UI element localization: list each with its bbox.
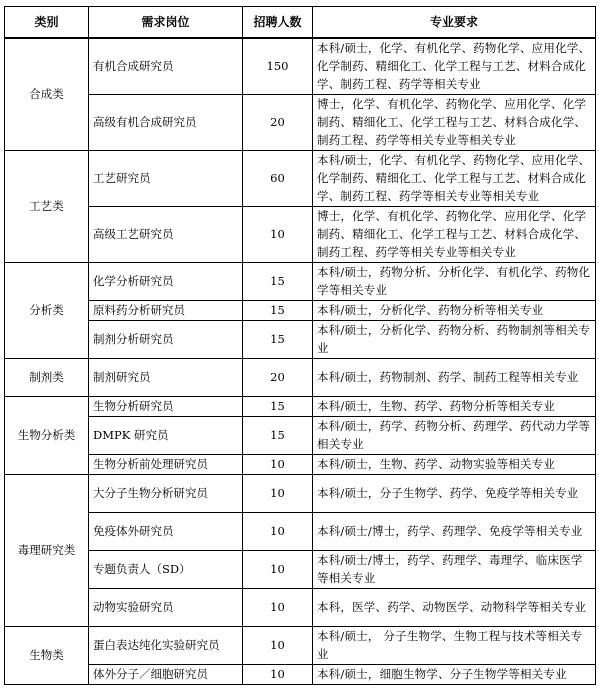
table-row xyxy=(5,512,596,550)
table-row xyxy=(5,474,596,512)
count-cell: 15 xyxy=(243,300,313,320)
category-cell: 制剂类 xyxy=(5,358,89,396)
requirement-cell: 本科，医学、药学、动物医学、动物科学等相关专业 xyxy=(313,588,596,626)
category-cell: 生物分析类 xyxy=(5,396,89,474)
table-row xyxy=(5,206,596,262)
table-row xyxy=(5,150,596,206)
requirement-cell: 本科/硕士，药学、药物分析、药理学、药代动力学等相关专业 xyxy=(313,416,596,454)
count-cell: 10 xyxy=(243,474,313,512)
table-row xyxy=(5,626,596,664)
requirement-cell: 博士，化学、有机化学、药物化学、应用化学、化学制药、精细化工、化学工程与工艺、材料合成化学、制药工程、药学等相关专业等相关专业 xyxy=(313,206,596,262)
requirement-cell: 本科/硕士，分子生物学、药学、免疫学等相关专业 xyxy=(313,474,596,512)
position-cell: 体外分子／细胞研究员 xyxy=(89,664,243,684)
position-cell: 原料药分析研究员 xyxy=(89,300,243,320)
position-cell: 工艺研究员 xyxy=(89,150,243,206)
category-cell: 生物类 xyxy=(5,626,89,684)
table-row xyxy=(5,550,596,588)
position-cell: 生物分析前处理研究员 xyxy=(89,454,243,474)
position-cell: 高级有机合成研究员 xyxy=(89,94,243,150)
position-cell: 生物分析研究员 xyxy=(89,396,243,416)
count-cell: 10 xyxy=(243,626,313,664)
table-row xyxy=(5,416,596,454)
requirement-cell: 本科/硕士/博士，药学、药理学、毒理学、临床医学等相关专业 xyxy=(313,550,596,588)
position-cell: 动物实验研究员 xyxy=(89,588,243,626)
table-row xyxy=(5,664,596,684)
count-cell: 20 xyxy=(243,94,313,150)
position-cell: 化学分析研究员 xyxy=(89,262,243,300)
count-cell: 15 xyxy=(243,396,313,416)
position-cell: DMPK 研究员 xyxy=(89,416,243,454)
count-cell: 10 xyxy=(243,550,313,588)
table-row xyxy=(5,262,596,300)
category-cell: 分析类 xyxy=(5,262,89,358)
category-cell: 合成类 xyxy=(5,38,89,150)
header-position: 需求岗位 xyxy=(89,7,243,39)
requirement-cell: 本科/硕士，分析化学、药物分析、药物制剂等相关专业 xyxy=(313,320,596,358)
table-row xyxy=(5,396,596,416)
count-cell: 20 xyxy=(243,358,313,396)
table-row xyxy=(5,454,596,474)
requirement-cell: 本科/硕士，生物、药学、动物实验等相关专业 xyxy=(313,454,596,474)
table-row xyxy=(5,320,596,358)
category-cell: 工艺类 xyxy=(5,150,89,262)
position-cell: 制剂研究员 xyxy=(89,358,243,396)
count-cell: 150 xyxy=(243,38,313,94)
requirement-cell: 本科/硕士，化学、有机化学、药物化学、应用化学、化学制药、精细化工、化学工程与工艺、材料合成化学、制药工程、药学等相关专业等相关专业 xyxy=(313,150,596,206)
table-row xyxy=(5,94,596,150)
count-cell: 15 xyxy=(243,320,313,358)
position-cell: 大分子生物分析研究员 xyxy=(89,474,243,512)
position-cell: 专题负责人（SD） xyxy=(89,550,243,588)
requirement-cell: 本科/硕士，药物制剂、药学、制药工程等相关专业 xyxy=(313,358,596,396)
position-cell: 有机合成研究员 xyxy=(89,38,243,94)
count-cell: 10 xyxy=(243,512,313,550)
table-row xyxy=(5,588,596,626)
header-requirement: 专业要求 xyxy=(313,7,596,39)
header-category: 类别 xyxy=(5,7,89,39)
position-cell: 制剂分析研究员 xyxy=(89,320,243,358)
count-cell: 10 xyxy=(243,454,313,474)
count-cell: 15 xyxy=(243,416,313,454)
count-cell: 60 xyxy=(243,150,313,206)
position-cell: 高级工艺研究员 xyxy=(89,206,243,262)
table-row xyxy=(5,300,596,320)
table-header-row xyxy=(5,7,596,39)
recruitment-table xyxy=(4,6,596,685)
count-cell: 10 xyxy=(243,588,313,626)
requirement-cell: 本科/硕士，生物、药学、药物分析等相关专业 xyxy=(313,396,596,416)
requirement-cell: 本科/硕士/博士，药学、药理学、免疫学等相关专业 xyxy=(313,512,596,550)
category-cell: 毒理研究类 xyxy=(5,474,89,626)
requirement-cell: 本科/硕士， 分子生物学、生物工程与技术等相关专业 xyxy=(313,626,596,664)
requirement-cell: 博士，化学、有机化学、药物化学、应用化学、化学制药、精细化工、化学工程与工艺、材料合成化学、制药工程、药学等相关专业等相关专业 xyxy=(313,94,596,150)
requirement-cell: 本科/硕士，分析化学、药物分析等相关专业 xyxy=(313,300,596,320)
requirement-cell: 本科/硕士，细胞生物学、分子生物学等相关专业 xyxy=(313,664,596,684)
count-cell: 15 xyxy=(243,262,313,300)
requirement-cell: 本科/硕士，化学、有机化学、药物化学、应用化学、化学制药、精细化工、化学工程与工艺、材料合成化学、制药工程、药学等相关专业 xyxy=(313,38,596,94)
position-cell: 蛋白表达纯化实验研究员 xyxy=(89,626,243,664)
count-cell: 10 xyxy=(243,206,313,262)
count-cell: 10 xyxy=(243,664,313,684)
position-cell: 免疫体外研究员 xyxy=(89,512,243,550)
requirement-cell: 本科/硕士，药物分析、分析化学、有机化学、药物化学等相关专业 xyxy=(313,262,596,300)
header-count: 招聘人数 xyxy=(243,7,313,39)
table-row xyxy=(5,38,596,94)
table-row xyxy=(5,358,596,396)
